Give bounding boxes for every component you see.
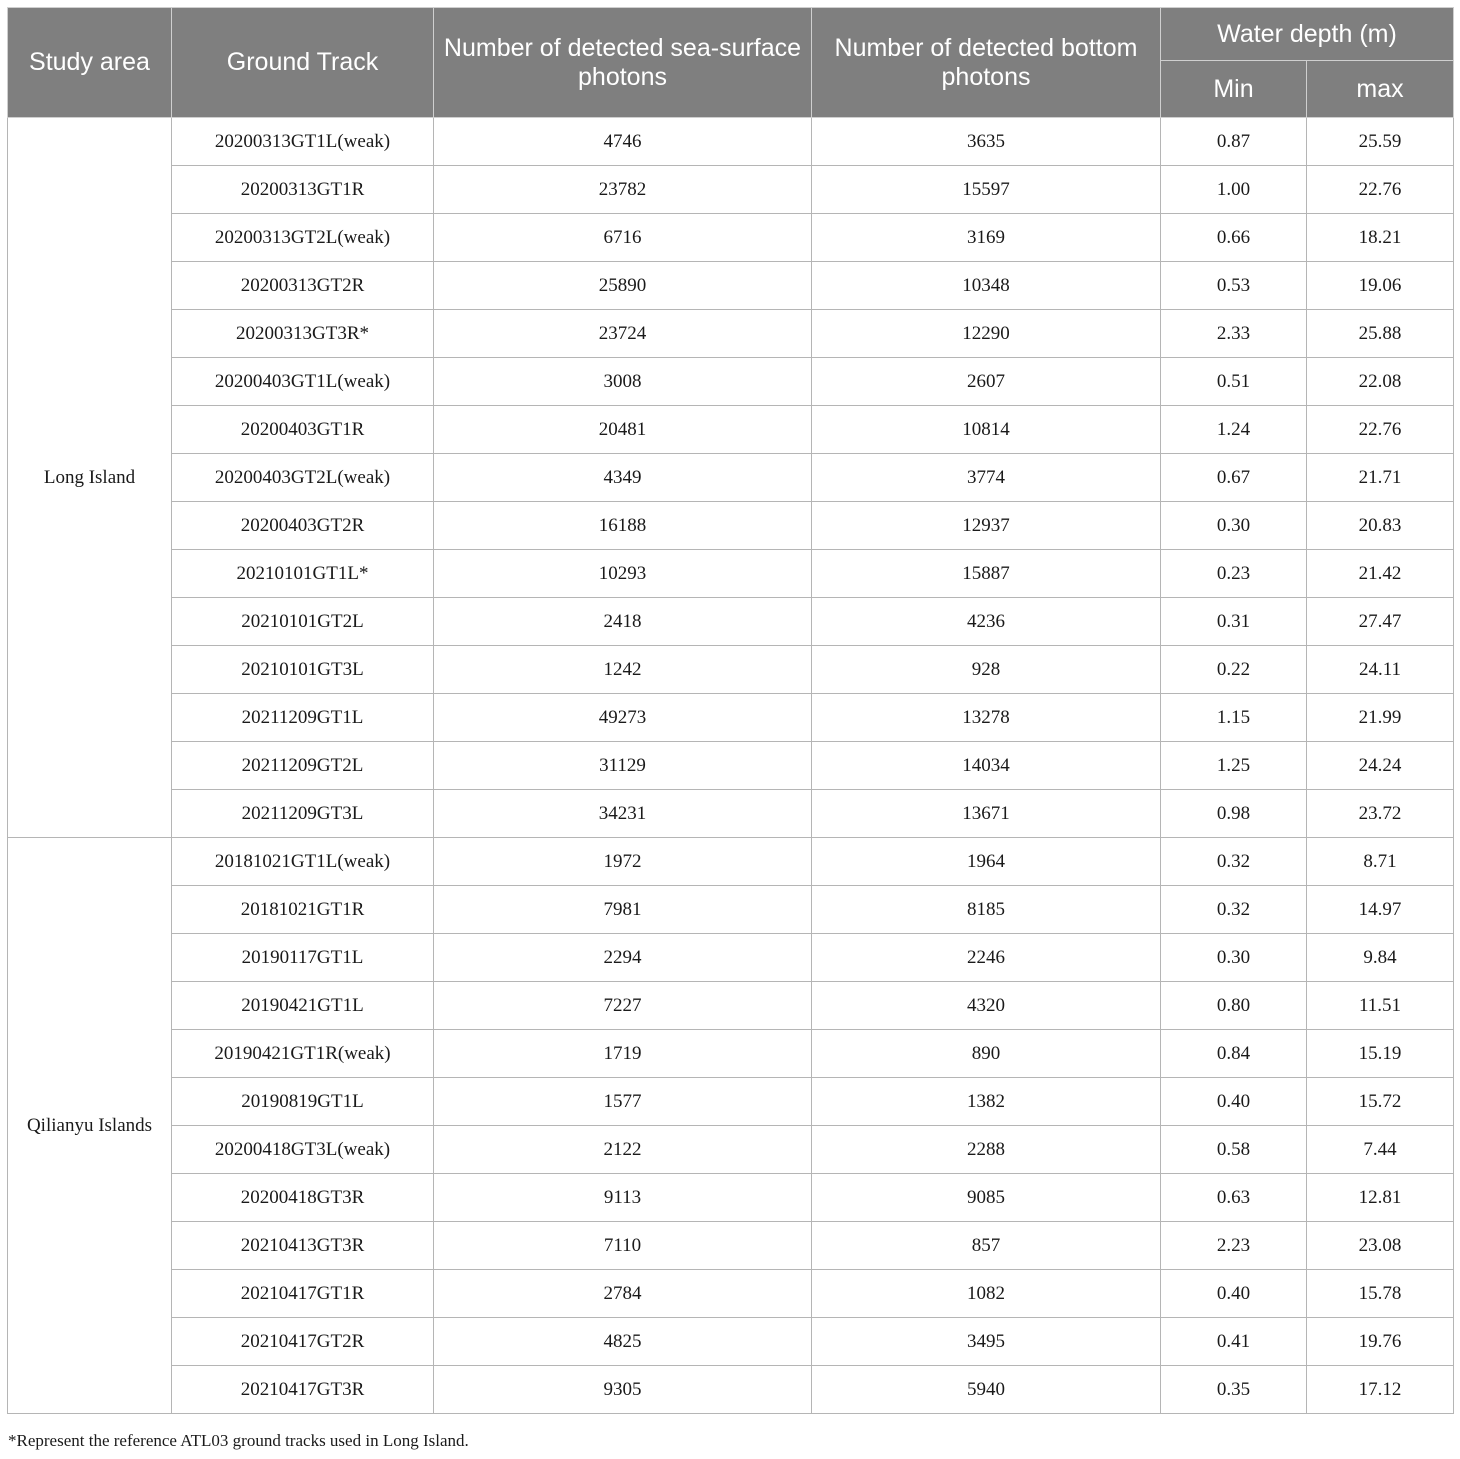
table-row <box>8 358 1454 406</box>
bottom-photons-cell: 15887 <box>812 550 1161 598</box>
table-row <box>8 598 1454 646</box>
ground-track-cell: 20190117GT1L <box>172 934 434 982</box>
max-depth-cell: 15.78 <box>1307 1270 1454 1318</box>
table-row <box>8 1222 1454 1270</box>
min-depth-cell: 1.25 <box>1161 742 1307 790</box>
photon-statistics-table <box>7 7 1454 1414</box>
sea-surface-photons-cell: 1972 <box>434 838 812 886</box>
min-depth-cell: 0.32 <box>1161 886 1307 934</box>
min-depth-cell: 0.63 <box>1161 1174 1307 1222</box>
sea-surface-photons-cell: 49273 <box>434 694 812 742</box>
bottom-photons-cell: 13671 <box>812 790 1161 838</box>
max-depth-cell: 22.08 <box>1307 358 1454 406</box>
table-row <box>8 166 1454 214</box>
sea-surface-photons-cell: 7110 <box>434 1222 812 1270</box>
ground-track-cell: 20181021GT1L(weak) <box>172 838 434 886</box>
max-depth-cell: 19.06 <box>1307 262 1454 310</box>
min-depth-cell: 0.58 <box>1161 1126 1307 1174</box>
max-depth-cell: 21.42 <box>1307 550 1454 598</box>
ground-track-cell: 20200403GT1L(weak) <box>172 358 434 406</box>
bottom-photons-cell: 2246 <box>812 934 1161 982</box>
table-row <box>8 406 1454 454</box>
bottom-photons-cell: 13278 <box>812 694 1161 742</box>
table-row <box>8 742 1454 790</box>
sea-surface-photons-cell: 1719 <box>434 1030 812 1078</box>
sea-surface-photons-cell: 6716 <box>434 214 812 262</box>
min-depth-cell: 0.87 <box>1161 118 1307 166</box>
table-row <box>8 262 1454 310</box>
table-row <box>8 838 1454 886</box>
ground-track-cell: 20200313GT2R <box>172 262 434 310</box>
header-sea-surface-photons: Number of detected sea-surface photons <box>434 8 812 118</box>
min-depth-cell: 2.23 <box>1161 1222 1307 1270</box>
min-depth-cell: 0.67 <box>1161 454 1307 502</box>
table-row <box>8 550 1454 598</box>
bottom-photons-cell: 14034 <box>812 742 1161 790</box>
bottom-photons-cell: 3635 <box>812 118 1161 166</box>
table-row <box>8 1270 1454 1318</box>
sea-surface-photons-cell: 20481 <box>434 406 812 454</box>
max-depth-cell: 24.11 <box>1307 646 1454 694</box>
table-row <box>8 502 1454 550</box>
max-depth-cell: 25.59 <box>1307 118 1454 166</box>
bottom-photons-cell: 2607 <box>812 358 1161 406</box>
ground-track-cell: 20211209GT3L <box>172 790 434 838</box>
min-depth-cell: 0.22 <box>1161 646 1307 694</box>
sea-surface-photons-cell: 34231 <box>434 790 812 838</box>
table-row <box>8 886 1454 934</box>
sea-surface-photons-cell: 23782 <box>434 166 812 214</box>
max-depth-cell: 17.12 <box>1307 1366 1454 1414</box>
min-depth-cell: 0.31 <box>1161 598 1307 646</box>
min-depth-cell: 1.15 <box>1161 694 1307 742</box>
min-depth-cell: 2.33 <box>1161 310 1307 358</box>
sea-surface-photons-cell: 3008 <box>434 358 812 406</box>
max-depth-cell: 22.76 <box>1307 406 1454 454</box>
max-depth-cell: 18.21 <box>1307 214 1454 262</box>
max-depth-cell: 7.44 <box>1307 1126 1454 1174</box>
table-row <box>8 1366 1454 1414</box>
sea-surface-photons-cell: 1577 <box>434 1078 812 1126</box>
max-depth-cell: 20.83 <box>1307 502 1454 550</box>
bottom-photons-cell: 8185 <box>812 886 1161 934</box>
bottom-photons-cell: 10814 <box>812 406 1161 454</box>
max-depth-cell: 19.76 <box>1307 1318 1454 1366</box>
table-row <box>8 118 1454 166</box>
min-depth-cell: 0.66 <box>1161 214 1307 262</box>
sea-surface-photons-cell: 7981 <box>434 886 812 934</box>
max-depth-cell: 22.76 <box>1307 166 1454 214</box>
table-row <box>8 694 1454 742</box>
min-depth-cell: 1.00 <box>1161 166 1307 214</box>
sea-surface-photons-cell: 31129 <box>434 742 812 790</box>
sea-surface-photons-cell: 25890 <box>434 262 812 310</box>
min-depth-cell: 0.40 <box>1161 1270 1307 1318</box>
min-depth-cell: 0.84 <box>1161 1030 1307 1078</box>
ground-track-cell: 20200313GT3R* <box>172 310 434 358</box>
sea-surface-photons-cell: 23724 <box>434 310 812 358</box>
bottom-photons-cell: 4236 <box>812 598 1161 646</box>
table-row <box>8 790 1454 838</box>
table-footnote: *Represent the reference ATL03 ground tracks used in Long Island. <box>8 1431 469 1450</box>
ground-track-cell: 20210101GT3L <box>172 646 434 694</box>
ground-track-cell: 20200313GT1R <box>172 166 434 214</box>
ground-track-cell: 20210417GT1R <box>172 1270 434 1318</box>
table-row <box>8 454 1454 502</box>
sea-surface-photons-cell: 4746 <box>434 118 812 166</box>
header-ground-track: Ground Track <box>172 8 434 118</box>
min-depth-cell: 0.53 <box>1161 262 1307 310</box>
ground-track-cell: 20181021GT1R <box>172 886 434 934</box>
max-depth-cell: 24.24 <box>1307 742 1454 790</box>
min-depth-cell: 0.32 <box>1161 838 1307 886</box>
sea-surface-photons-cell: 4349 <box>434 454 812 502</box>
bottom-photons-cell: 1082 <box>812 1270 1161 1318</box>
bottom-photons-cell: 2288 <box>812 1126 1161 1174</box>
min-depth-cell: 0.23 <box>1161 550 1307 598</box>
sea-surface-photons-cell: 4825 <box>434 1318 812 1366</box>
bottom-photons-cell: 5940 <box>812 1366 1161 1414</box>
ground-track-cell: 20200418GT3R <box>172 1174 434 1222</box>
min-depth-cell: 1.24 <box>1161 406 1307 454</box>
sea-surface-photons-cell: 1242 <box>434 646 812 694</box>
max-depth-cell: 15.72 <box>1307 1078 1454 1126</box>
table-row <box>8 1318 1454 1366</box>
ground-track-cell: 20210417GT3R <box>172 1366 434 1414</box>
bottom-photons-cell: 15597 <box>812 166 1161 214</box>
min-depth-cell: 0.98 <box>1161 790 1307 838</box>
ground-track-cell: 20200418GT3L(weak) <box>172 1126 434 1174</box>
ground-track-cell: 20190819GT1L <box>172 1078 434 1126</box>
bottom-photons-cell: 857 <box>812 1222 1161 1270</box>
sea-surface-photons-cell: 2784 <box>434 1270 812 1318</box>
ground-track-cell: 20210101GT1L* <box>172 550 434 598</box>
min-depth-cell: 0.80 <box>1161 982 1307 1030</box>
sea-surface-photons-cell: 16188 <box>434 502 812 550</box>
sea-surface-photons-cell: 10293 <box>434 550 812 598</box>
sea-surface-photons-cell: 9305 <box>434 1366 812 1414</box>
table-header <box>8 8 1454 118</box>
min-depth-cell: 0.41 <box>1161 1318 1307 1366</box>
study-area-cell: Qilianyu Islands <box>8 838 172 1414</box>
min-depth-cell: 0.51 <box>1161 358 1307 406</box>
max-depth-cell: 25.88 <box>1307 310 1454 358</box>
min-depth-cell: 0.30 <box>1161 934 1307 982</box>
bottom-photons-cell: 3169 <box>812 214 1161 262</box>
bottom-photons-cell: 3774 <box>812 454 1161 502</box>
table-row <box>8 1174 1454 1222</box>
sea-surface-photons-cell: 2122 <box>434 1126 812 1174</box>
max-depth-cell: 27.47 <box>1307 598 1454 646</box>
table-row <box>8 310 1454 358</box>
header-study-area: Study area <box>8 8 172 118</box>
min-depth-cell: 0.40 <box>1161 1078 1307 1126</box>
sea-surface-photons-cell: 2294 <box>434 934 812 982</box>
ground-track-cell: 20210417GT2R <box>172 1318 434 1366</box>
bottom-photons-cell: 3495 <box>812 1318 1161 1366</box>
min-depth-cell: 0.35 <box>1161 1366 1307 1414</box>
max-depth-cell: 23.08 <box>1307 1222 1454 1270</box>
max-depth-cell: 21.99 <box>1307 694 1454 742</box>
max-depth-cell: 15.19 <box>1307 1030 1454 1078</box>
bottom-photons-cell: 10348 <box>812 262 1161 310</box>
header-min: Min <box>1161 61 1307 118</box>
bottom-photons-cell: 1964 <box>812 838 1161 886</box>
table-row <box>8 934 1454 982</box>
bottom-photons-cell: 9085 <box>812 1174 1161 1222</box>
max-depth-cell: 8.71 <box>1307 838 1454 886</box>
ground-track-cell: 20210413GT3R <box>172 1222 434 1270</box>
bottom-photons-cell: 928 <box>812 646 1161 694</box>
ground-track-cell: 20200313GT1L(weak) <box>172 118 434 166</box>
table-row <box>8 646 1454 694</box>
ground-track-cell: 20211209GT2L <box>172 742 434 790</box>
max-depth-cell: 9.84 <box>1307 934 1454 982</box>
max-depth-cell: 21.71 <box>1307 454 1454 502</box>
sea-surface-photons-cell: 9113 <box>434 1174 812 1222</box>
ground-track-cell: 20211209GT1L <box>172 694 434 742</box>
bottom-photons-cell: 890 <box>812 1030 1161 1078</box>
max-depth-cell: 23.72 <box>1307 790 1454 838</box>
table-body <box>8 118 1454 1414</box>
ground-track-cell: 20190421GT1R(weak) <box>172 1030 434 1078</box>
ground-track-cell: 20200313GT2L(weak) <box>172 214 434 262</box>
max-depth-cell: 11.51 <box>1307 982 1454 1030</box>
header-water-depth: Water depth (m) <box>1161 8 1454 61</box>
max-depth-cell: 14.97 <box>1307 886 1454 934</box>
header-row-top <box>8 8 1454 61</box>
max-depth-cell: 12.81 <box>1307 1174 1454 1222</box>
table-row <box>8 1126 1454 1174</box>
study-area-cell: Long Island <box>8 118 172 838</box>
header-max: max <box>1307 61 1454 118</box>
ground-track-cell: 20210101GT2L <box>172 598 434 646</box>
table-row <box>8 1078 1454 1126</box>
header-bottom-photons: Number of detected bottom photons <box>812 8 1161 118</box>
ground-track-cell: 20200403GT2R <box>172 502 434 550</box>
table-row <box>8 982 1454 1030</box>
bottom-photons-cell: 1382 <box>812 1078 1161 1126</box>
sea-surface-photons-cell: 7227 <box>434 982 812 1030</box>
ground-track-cell: 20200403GT1R <box>172 406 434 454</box>
bottom-photons-cell: 4320 <box>812 982 1161 1030</box>
sea-surface-photons-cell: 2418 <box>434 598 812 646</box>
table-row <box>8 214 1454 262</box>
bottom-photons-cell: 12937 <box>812 502 1161 550</box>
table-row <box>8 1030 1454 1078</box>
min-depth-cell: 0.30 <box>1161 502 1307 550</box>
ground-track-cell: 20190421GT1L <box>172 982 434 1030</box>
bottom-photons-cell: 12290 <box>812 310 1161 358</box>
ground-track-cell: 20200403GT2L(weak) <box>172 454 434 502</box>
